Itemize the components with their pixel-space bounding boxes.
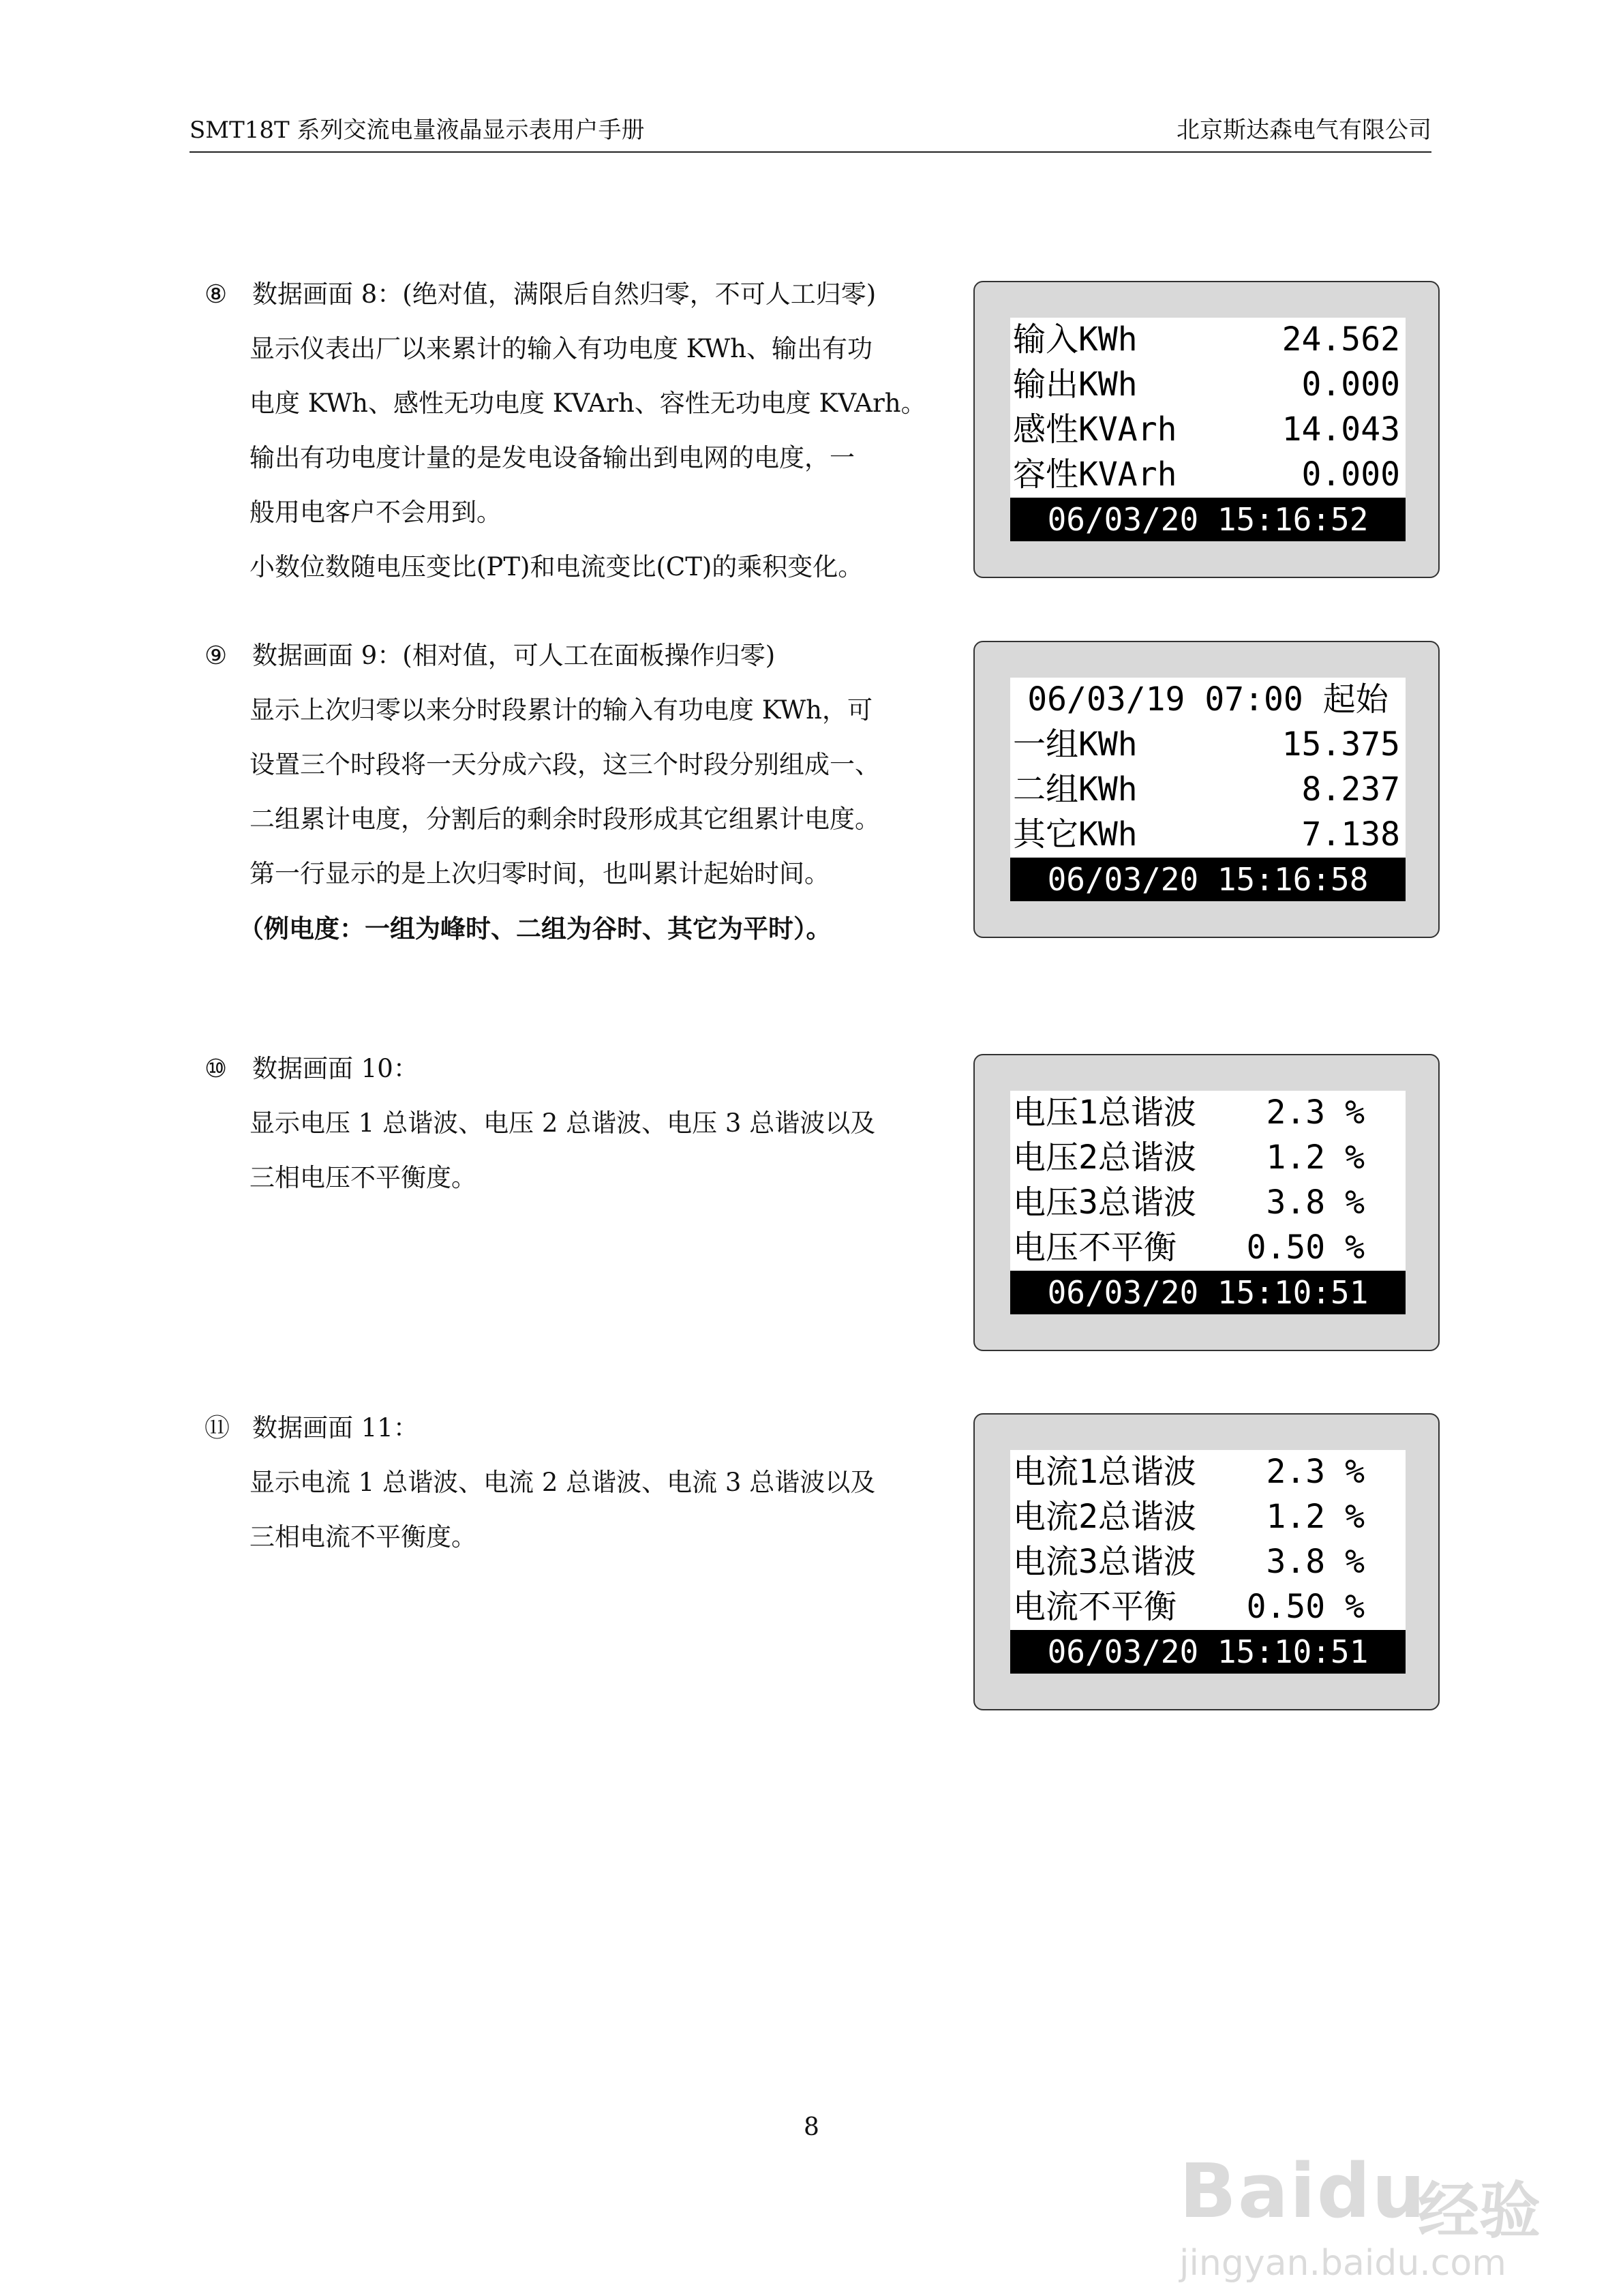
section-title: 数据画面 11： [252,1413,419,1442]
lcd-value: 7.138 [1301,815,1400,854]
lcd-row [1010,1495,1406,1539]
lcd-row [1010,363,1406,406]
lcd-value: 3.8 % [1266,1543,1365,1581]
lcd-value: 1.2 % [1266,1138,1365,1177]
page-number: 8 [804,2113,819,2141]
section-number: ⑪ [204,1413,230,1442]
lcd-row [1010,1585,1406,1629]
body-line: 三相电压不平衡度。 [249,1163,476,1192]
lcd-row [1010,1226,1406,1269]
section-number: ⑧ [204,280,228,309]
page-header [189,110,1431,153]
lcd-label: 电流不平衡 [1013,1588,1177,1626]
lcd-label: 容性KVArh [1013,455,1177,494]
lcd-panel-8 [973,281,1440,578]
baidu-logo: Baidu [1179,2147,1427,2235]
example-note: （例电度：一组为峰时、二组为谷时、其它为平时）。 [239,913,832,943]
lcd-label: 感性KVArh [1013,410,1177,449]
lcd-label: 电压1总谐波 [1013,1093,1196,1132]
lcd-timestamp: 06/03/20 15:16:58 [1010,858,1406,901]
section-data-screen-9 [204,629,954,956]
lcd-row [1010,1181,1406,1224]
body-line: 显示电流 1 总谐波、电流 2 总谐波、电流 3 总谐波以及 [249,1468,876,1497]
section-number: ⑨ [204,641,228,670]
lcd-value: 0.50 % [1246,1228,1365,1267]
lcd-row [1010,1540,1406,1584]
lcd-timestamp: 06/03/20 15:16:52 [1010,498,1406,541]
lcd-value: 1.2 % [1266,1498,1365,1536]
lcd-label: 电流3总谐波 [1013,1543,1196,1581]
lcd-label: 电压2总谐波 [1013,1138,1196,1177]
lcd-value: 3.8 % [1266,1183,1365,1222]
lcd-timestamp: 06/03/20 15:10:51 [1010,1630,1406,1674]
lcd-value: 2.3 % [1266,1093,1365,1132]
lcd-label: 一组KWh [1013,725,1138,764]
section-title: 数据画面 8：(绝对值，满限后自然归零，不可人工归零) [252,280,877,309]
lcd-value: 15.375 [1281,725,1400,764]
lcd-value: 24.562 [1281,320,1400,359]
section-number: ⑩ [204,1054,228,1083]
lcd-label: 二组KWh [1013,770,1138,809]
lcd-label: 输入KWh [1013,320,1138,359]
lcd-label: 其它KWh [1013,815,1138,854]
lcd-row [1010,453,1406,496]
lcd-row [1010,1136,1406,1179]
body-line: 二组累计电度，分割后的剩余时段形成其它组累计电度。 [249,804,880,834]
body-line: 显示上次归零以来分时段累计的输入有功电度 KWh，可 [249,695,873,725]
section-title: 数据画面 9：(相对值，可人工在面板操作归零) [252,641,776,670]
section-data-screen-8 [204,267,954,594]
lcd-value: 2.3 % [1266,1453,1365,1491]
lcd-panel-11 [973,1413,1440,1710]
body-line: 般用电客户不会用到。 [249,498,502,527]
company-name: 北京斯达森电气有限公司 [1177,117,1431,144]
body-line: 三相电流不平衡度。 [249,1522,476,1552]
lcd-screen [1010,318,1406,541]
body-line: 显示电压 1 总谐波、电压 2 总谐波、电压 3 总谐波以及 [249,1108,876,1138]
watermark-url: jingyan.baidu.com [1179,2243,1506,2284]
section-title: 数据画面 10： [252,1054,419,1083]
lcd-value: 0.50 % [1246,1588,1365,1626]
lcd-header-row [1010,678,1406,721]
lcd-row [1010,813,1406,856]
lcd-start-time: 06/03/19 07:00 起始 [1027,680,1389,719]
lcd-label: 输出KWh [1013,365,1138,404]
lcd-panel-9 [973,641,1440,938]
lcd-panel-10 [973,1054,1440,1351]
body-line: 电度 KWh、感性无功电度 KVArh、容性无功电度 KVArh。 [249,389,926,418]
lcd-row [1010,768,1406,811]
lcd-row [1010,318,1406,361]
lcd-label: 电流2总谐波 [1013,1498,1196,1536]
lcd-screen [1010,678,1406,901]
lcd-row [1010,723,1406,766]
lcd-value: 0.000 [1301,455,1400,494]
lcd-label: 电压3总谐波 [1013,1183,1196,1222]
lcd-timestamp: 06/03/20 15:10:51 [1010,1271,1406,1314]
lcd-value: 0.000 [1301,365,1400,404]
lcd-value: 8.237 [1301,770,1400,809]
lcd-label: 电流1总谐波 [1013,1453,1196,1491]
lcd-screen [1010,1450,1406,1674]
baidu-jingyan-watermark [1159,2147,1568,2284]
lcd-value: 14.043 [1281,410,1400,449]
body-line: 设置三个时段将一天分成六段，这三个时段分别组成一、 [249,750,880,779]
body-line: 显示仪表出厂以来累计的输入有功电度 KWh、输出有功 [249,334,873,363]
lcd-row [1010,1450,1406,1494]
lcd-label: 电压不平衡 [1013,1228,1177,1267]
body-line: 小数位数随电压变比(PT)和电流变比(CT)的乘积变化。 [249,552,864,581]
section-data-screen-10 [204,1042,954,1205]
lcd-row [1010,408,1406,451]
jingyan-logo: 经验 [1418,2175,1541,2247]
manual-title: SMT18T 系列交流电量液晶显示表用户手册 [189,117,645,144]
body-line: 输出有功电度计量的是发电设备输出到电网的电度，一 [249,443,855,472]
body-line: 第一行显示的是上次归零时间，也叫累计起始时间。 [249,859,830,888]
lcd-screen [1010,1091,1406,1314]
lcd-row [1010,1091,1406,1134]
section-data-screen-11 [204,1401,954,1565]
